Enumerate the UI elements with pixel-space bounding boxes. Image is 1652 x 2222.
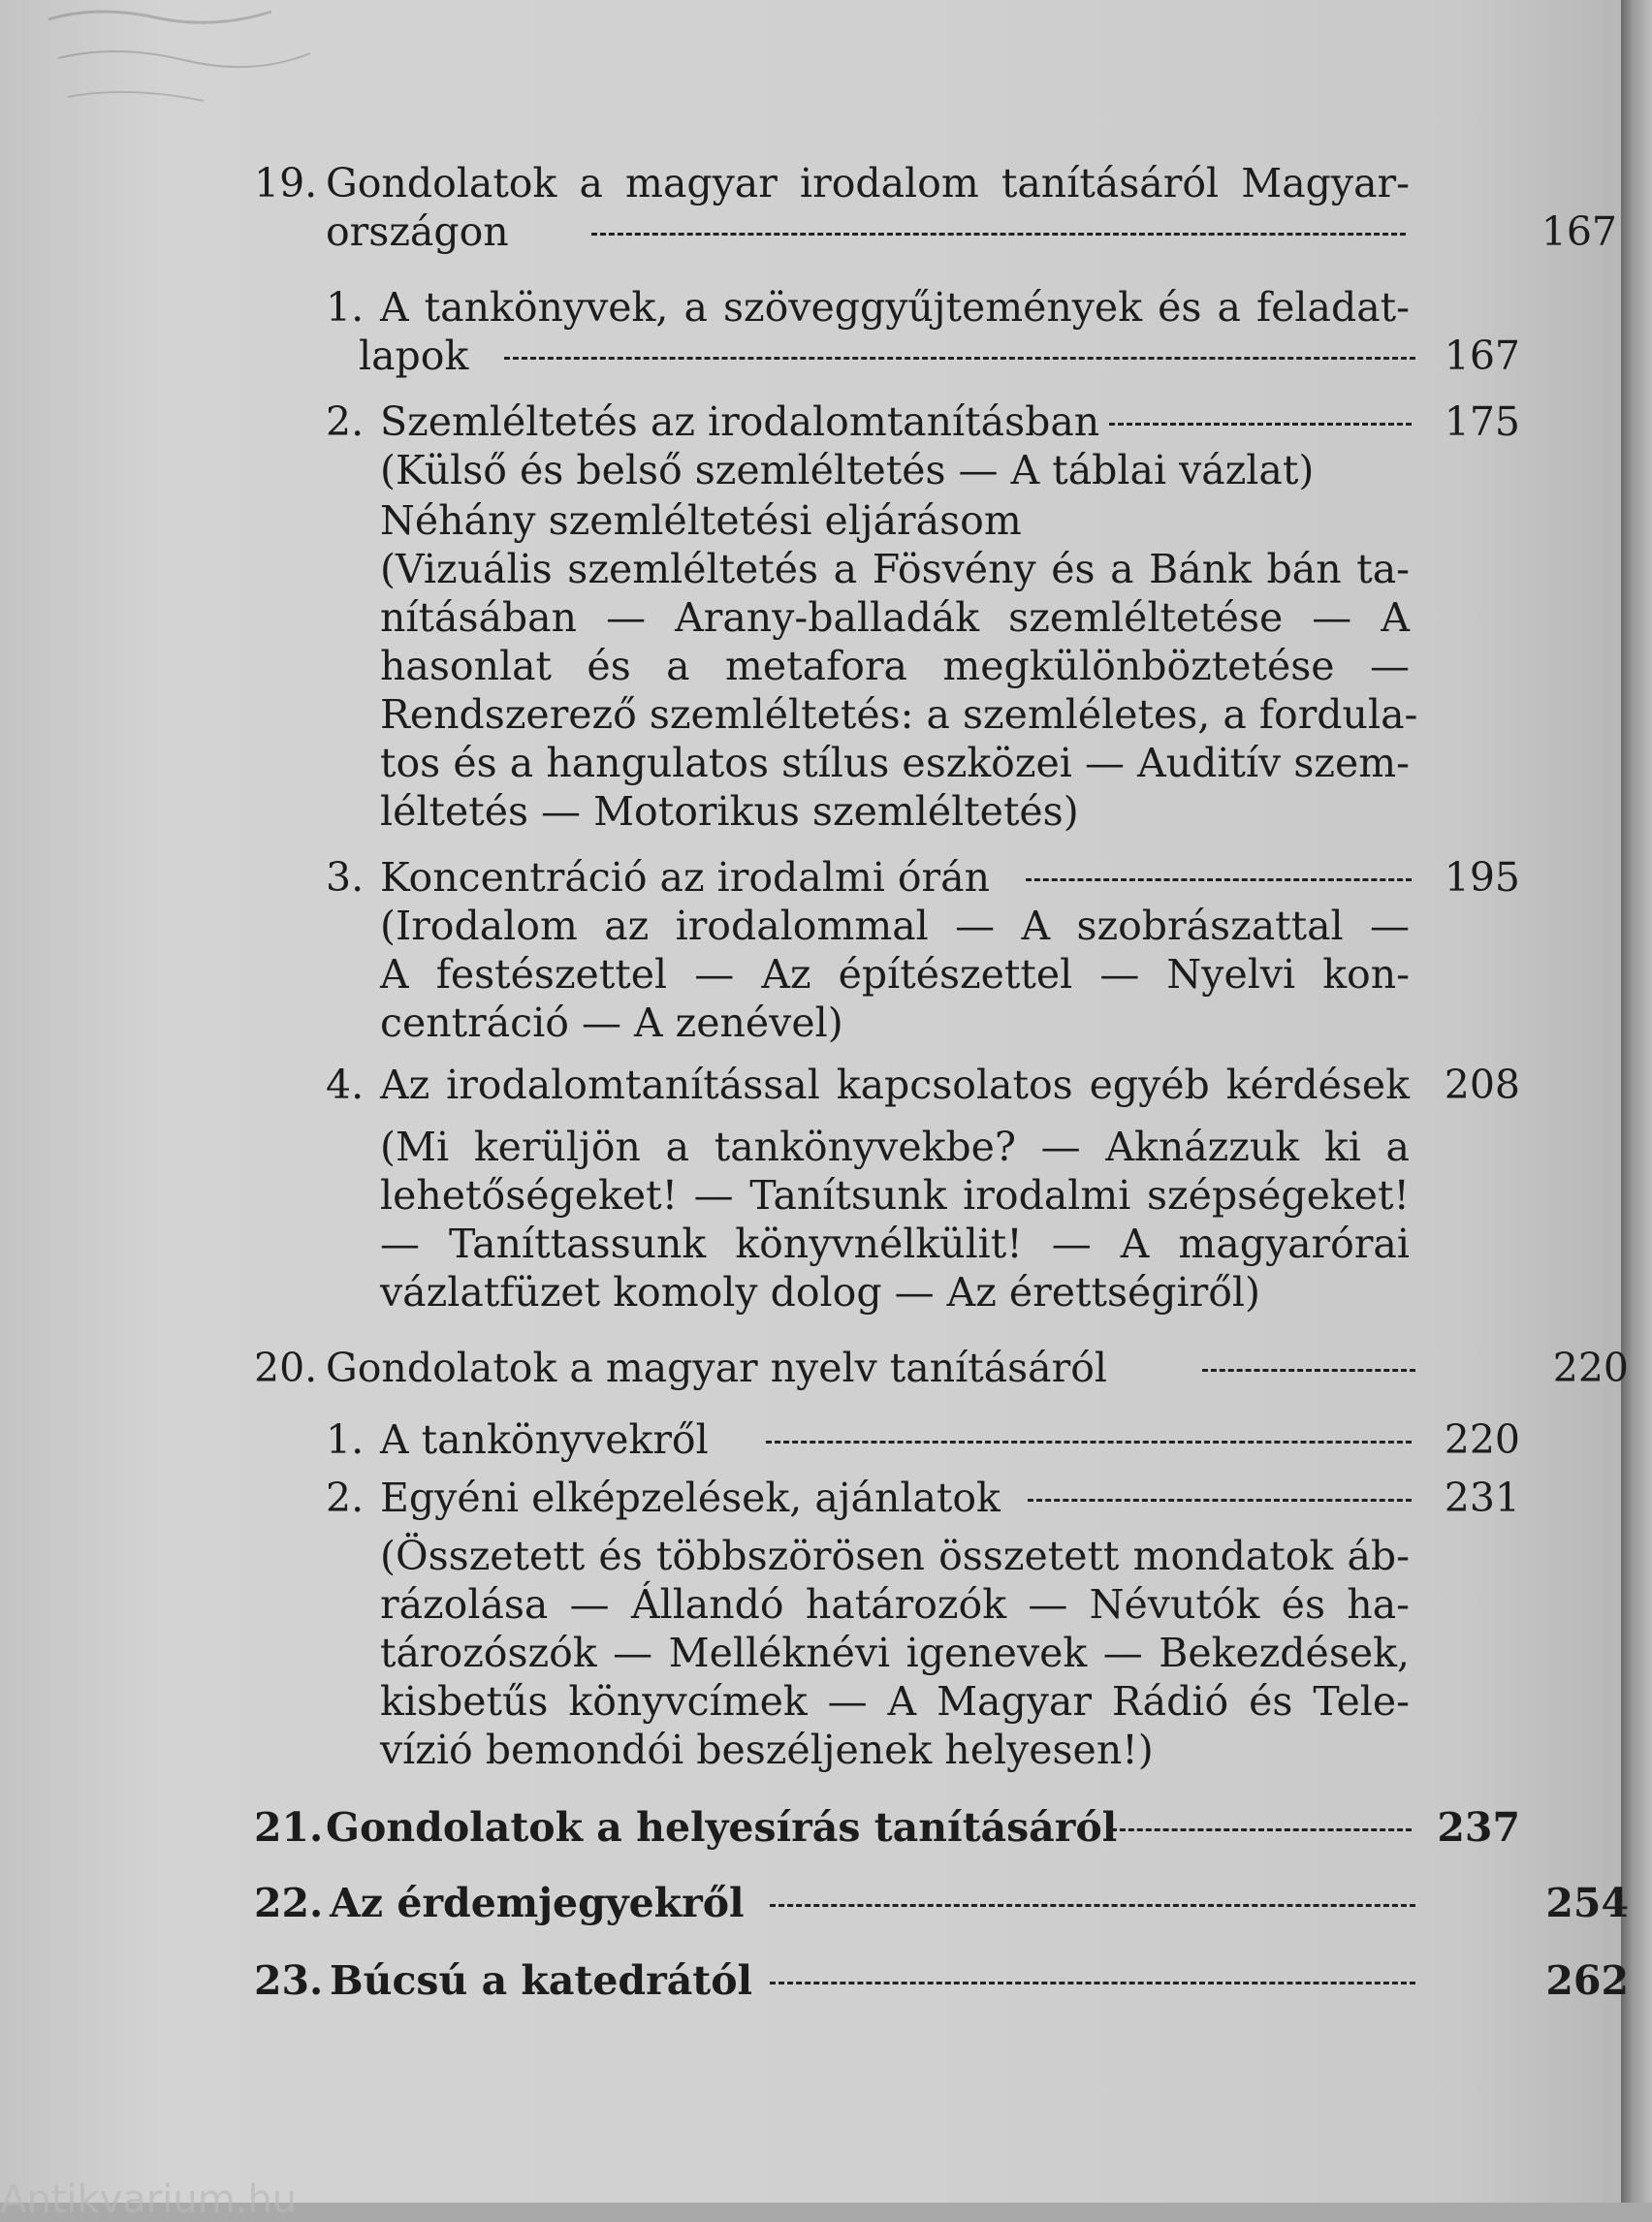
sub-description: Rendszerező szemléltetés: a szemléletes, a fordula- — [380, 691, 1418, 738]
sub-description-line — [0, 1580, 1652, 1629]
sub-description-line — [0, 446, 1652, 494]
sub-description-line — [0, 1629, 1652, 1677]
sub-title: A tankönyvekről — [380, 1416, 709, 1463]
entry-title: Gondolatok a magyar irodalom tanításáról Magyar- — [326, 160, 1410, 206]
sub-number: 3. — [326, 854, 365, 901]
sub-description: — Taníttassunk könyvnélkülit! — A magyarórai — [380, 1221, 1410, 1267]
leader-dashes — [1028, 1499, 1412, 1502]
entry-number: 19. — [254, 160, 318, 206]
entry-title: Gondolatok a helyesírás tanításáról — [326, 1804, 1118, 1851]
sub-description-line — [0, 1532, 1652, 1580]
sub-description: (Összetett és többszörösen összetett mondatok áb- — [380, 1533, 1410, 1579]
watermark: Antikvarium.hu — [0, 2177, 298, 2222]
sub-description: hasonlat és a metafora megkülönböztetése — — [380, 643, 1410, 689]
page-number: 262 — [1545, 1957, 1629, 2004]
sub-description-line — [0, 593, 1652, 642]
sub-description: tos és a hangulatos stílus eszközei — Auditív szem- — [380, 740, 1410, 786]
page-number: 208 — [1444, 1062, 1520, 1108]
toc-sub-20-1 — [0, 1415, 1652, 1464]
entry-number: 21. — [254, 1804, 324, 1851]
sub-title: Koncentráció az irodalmi órán — [380, 854, 990, 901]
page-number: 220 — [1444, 1416, 1520, 1463]
leader-dashes — [770, 1904, 1415, 1907]
page-number: 175 — [1444, 398, 1520, 445]
sub-description-line — [0, 787, 1652, 836]
sub-number: 2. — [326, 398, 365, 445]
sub-description-line — [0, 1171, 1652, 1220]
sub-description: vízió bemondói beszéljenek helyesen!) — [380, 1727, 1154, 1773]
toc-sub-19-1 — [0, 283, 1652, 332]
sub-title: Egyéni elképzelések, ajánlatok — [380, 1475, 1001, 1521]
entry-number: 23. — [254, 1957, 324, 2004]
toc-sub-20-2 — [0, 1474, 1652, 1522]
leader-dashes — [1202, 1369, 1415, 1372]
sub-description: (Irodalom az irodalommal — A szobrászattal — — [380, 903, 1410, 949]
page-number: 220 — [1552, 1345, 1629, 1391]
leader-dashes — [1109, 423, 1412, 426]
sub-title: A tankönyvek, a szöveggyűjtemények és a feladat- — [380, 284, 1410, 331]
entry-number: 22. — [254, 1880, 324, 1926]
sub-description: kisbetűs könyvcímek — A Magyar Rádió és Tele- — [380, 1678, 1410, 1725]
sub-title: Szemléltetés az irodalomtanításban — [380, 398, 1100, 445]
toc-sub-19-1-cont — [0, 332, 1652, 380]
sub-description: (Külső és belső szemléltetés — A táblai vázlat) — [380, 447, 1315, 493]
toc-sub-19-4 — [0, 1061, 1652, 1109]
sub-description-line — [0, 1268, 1652, 1317]
sub-description: léltetés — Motorikus szemléltetés) — [380, 788, 1079, 835]
sub-description-line — [0, 1726, 1652, 1774]
sub-number: 1. — [326, 1416, 365, 1463]
toc-sub-19-3 — [0, 853, 1652, 902]
toc-entry-19 — [0, 159, 1652, 207]
sub-number: 2. — [326, 1475, 365, 1521]
entry-title-cont: országon — [326, 208, 509, 255]
sub-title-cont: lapok — [359, 333, 469, 379]
entry-title: Gondolatok a magyar nyelv tanításáról — [326, 1345, 1108, 1391]
sub-number: 4. — [326, 1062, 365, 1108]
page-number: 237 — [1437, 1804, 1520, 1851]
leader-dashes — [1026, 878, 1412, 881]
leader-dashes — [591, 233, 1406, 236]
sub-description: vázlatfüzet komoly dolog — Az érettségiről) — [380, 1269, 1261, 1316]
pencil-scribble — [39, 0, 330, 165]
sub-description-line — [0, 1677, 1652, 1726]
leader-dashes — [766, 1441, 1412, 1444]
sub-description-line — [0, 999, 1652, 1047]
sub-heading: Néhány szemléltetési eljárásom — [380, 497, 1022, 544]
page-number: 195 — [1444, 854, 1520, 901]
sub-description: nításában — Arany-balladák szemléltetése — A — [380, 594, 1410, 641]
sub-title: Az irodalomtanítással kapcsolatos egyéb kérdések — [380, 1062, 1410, 1108]
toc-sub-19-2 — [0, 397, 1652, 446]
sub-description-line — [0, 950, 1652, 999]
leader-dashes — [504, 357, 1415, 360]
sub-description: lehetőségeket! — Tanítsunk irodalmi szépségeket! — [380, 1172, 1410, 1219]
sub-description-line — [0, 902, 1652, 950]
page-number: 231 — [1444, 1475, 1520, 1521]
toc-entry-20 — [0, 1344, 1652, 1392]
toc-entry-23 — [0, 1956, 1652, 2005]
entry-title: Az érdemjegyekről — [330, 1880, 745, 1926]
sub-description-line — [0, 545, 1652, 593]
page-number: 167 — [1541, 208, 1617, 255]
sub-heading-line — [0, 496, 1652, 545]
toc-entry-19-cont — [0, 207, 1652, 256]
sub-description: A festészettel — Az építészettel — Nyelvi kon- — [380, 951, 1410, 998]
toc-entry-21 — [0, 1803, 1652, 1852]
sub-description-line — [0, 690, 1652, 739]
sub-description-line — [0, 1123, 1652, 1171]
page-number: 167 — [1444, 333, 1520, 379]
sub-description: (Vizuális szemléltetés a Fösvény és a Bánk bán ta- — [380, 546, 1410, 592]
sub-description: tározószók — Melléknévi igenevek — Bekezdések, — [380, 1630, 1410, 1676]
page-number: 254 — [1545, 1880, 1629, 1926]
toc-entry-22 — [0, 1879, 1652, 1927]
sub-description-line — [0, 1220, 1652, 1268]
sub-description-line — [0, 642, 1652, 690]
sub-description: (Mi kerüljön a tankönyvekbe? — Aknázzuk ki a — [380, 1124, 1410, 1170]
leader-dashes — [1111, 1828, 1412, 1831]
entry-title: Búcsú a katedrától — [330, 1957, 753, 2004]
sub-description: centráció — A zenével) — [380, 1000, 843, 1046]
leader-dashes — [770, 1982, 1415, 1984]
sub-description-line — [0, 739, 1652, 787]
sub-number: 1. — [326, 284, 365, 331]
sub-description: rázolása — Állandó határozók — Névutók és ha- — [380, 1581, 1410, 1628]
entry-number: 20. — [254, 1345, 318, 1391]
